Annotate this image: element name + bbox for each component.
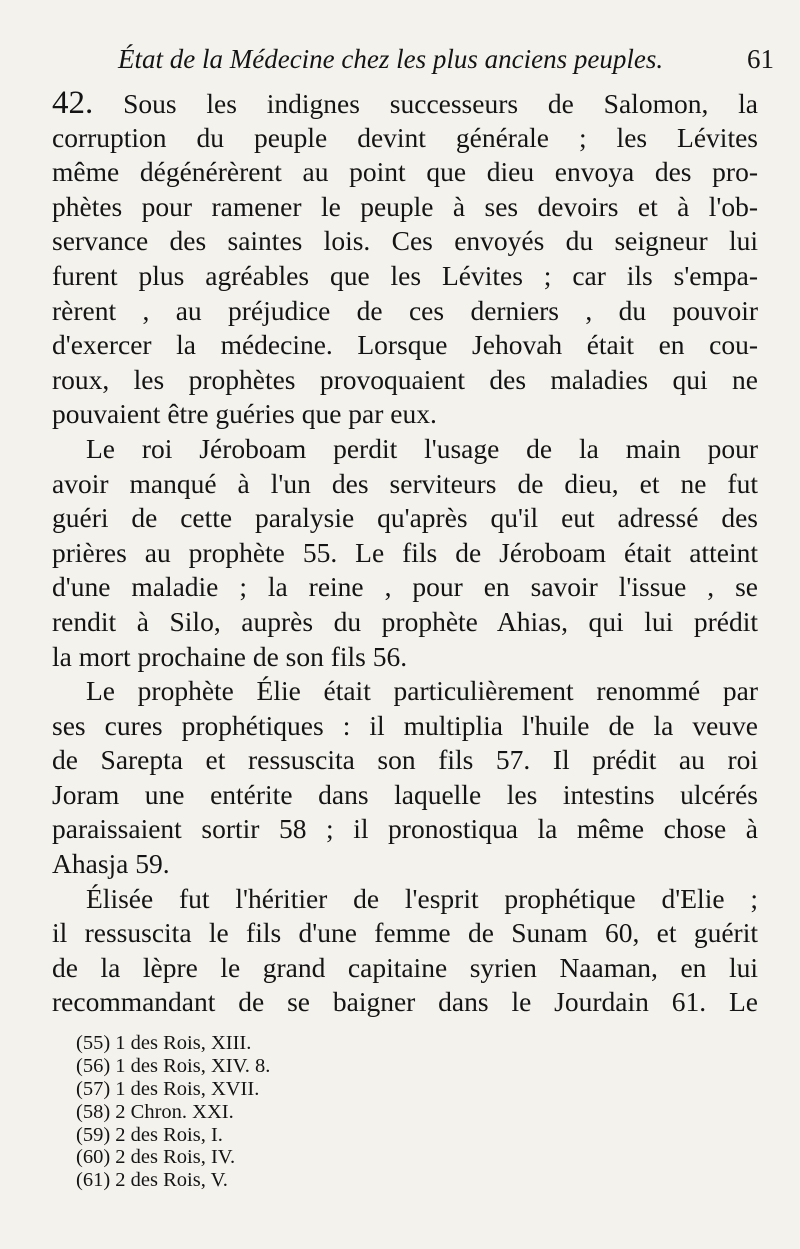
- text-line: Le prophète Élie était particulièrement renommé par: [86, 675, 758, 707]
- paragraph-number: 42.: [52, 85, 94, 121]
- footnotes: [76, 1032, 476, 1192]
- text-line: corruption du peuple devint générale ; les Lévites: [52, 121, 758, 153]
- text-line: ses cures prophétiques : il multiplia l'huile de la veuve: [52, 709, 758, 741]
- footnote: (58) 2 Chron. XXI.: [76, 1100, 234, 1123]
- text-line: roux, les prophètes provoquaient des maladies qui ne: [52, 363, 758, 395]
- text-line: rèrent , au préjudice de ces derniers , du pouvoir: [52, 294, 758, 326]
- text-line: d'exercer la médecine. Lorsque Jehovah était en cou-: [52, 329, 758, 361]
- running-title: État de la Médecine chez les plus anciens peuples.: [118, 44, 664, 74]
- text-line: de la lèpre le grand capitaine syrien Naaman, en lui: [52, 951, 758, 983]
- text-line: guéri de cette paralysie qu'après qu'il eut adressé des: [52, 502, 758, 534]
- text-line: servance des saintes lois. Ces envoyés du seigneur lui: [52, 225, 758, 257]
- text-line: furent plus agréables que les Lévites ; car ils s'empa-: [52, 259, 758, 291]
- footnote: (55) 1 des Rois, XIII.: [76, 1032, 252, 1054]
- main-text: [52, 86, 758, 1020]
- text-line: Le roi Jéroboam perdit l'usage de la main pour: [86, 432, 758, 464]
- text-line: d'une maladie ; la reine , pour en savoir l'issue , se: [52, 571, 758, 603]
- text-line: phètes pour ramener le peuple à ses devoirs et à l'ob-: [52, 190, 758, 222]
- text-line: Joram une entérite dans laquelle les intestins ulcérés: [52, 778, 758, 810]
- footnote: (60) 2 des Rois, IV.: [76, 1146, 236, 1169]
- text-line: prières au prophète 55. Le fils de Jéroboam était atteint: [52, 536, 758, 568]
- text-line: même dégénérèrent au point que dieu envoya des pro-: [52, 156, 758, 188]
- footnote: (61) 2 des Rois, V.: [76, 1169, 228, 1192]
- text-line: [52, 86, 758, 121]
- text-line: avoir manqué à l'un des serviteurs de dieu, et ne fut: [52, 467, 758, 499]
- text-line: de Sarepta et ressuscita son fils 57. Il prédit au roi: [52, 744, 758, 776]
- text-line: la mort prochaine de son fils 56.: [52, 640, 408, 672]
- text-line: pouvaient être guéries que par eux.: [52, 398, 437, 430]
- footnote: (57) 1 des Rois, XVII.: [76, 1077, 260, 1100]
- text-line: rendit à Silo, auprès du prophète Ahias, qui lui prédit: [52, 605, 758, 637]
- text-line-content: Sous les indignes successeurs de Salomon, la: [123, 88, 758, 119]
- footnote: (59) 2 des Rois, I.: [76, 1123, 223, 1146]
- text-line: Ahasja 59.: [52, 848, 170, 880]
- page-number: 61: [747, 44, 774, 74]
- text-line: recommandant de se baigner dans le Jourdain 61. Le: [52, 986, 758, 1018]
- text-line: paraissaient sortir 58 ; il pronostiqua la même chose à: [52, 813, 758, 845]
- running-header: [118, 44, 774, 80]
- footnote: (56) 1 des Rois, XIV. 8.: [76, 1054, 271, 1077]
- text-line: il ressuscita le fils d'une femme de Sunam 60, et guérit: [52, 917, 758, 949]
- text-line: Élisée fut l'héritier de l'esprit prophétique d'Elie ;: [86, 882, 758, 914]
